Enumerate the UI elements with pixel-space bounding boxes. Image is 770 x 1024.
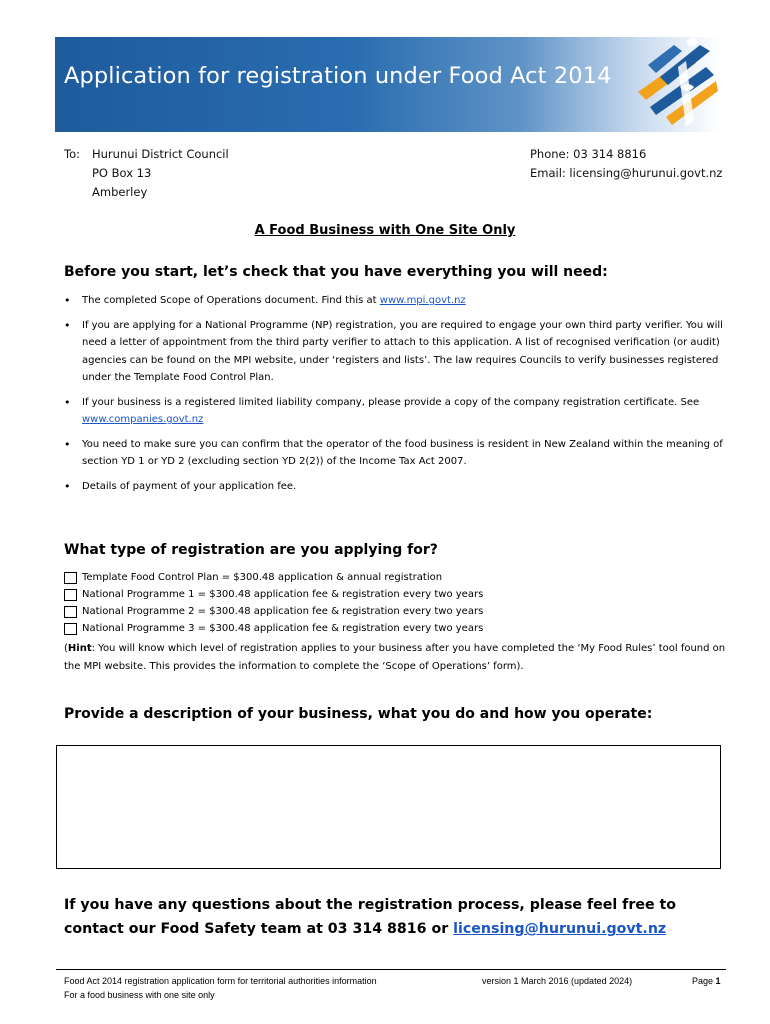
footer-info: Food Act 2014 registration application form for territorial authorities information For a food business with one site only — [64, 976, 377, 1000]
form-subtitle: A Food Business with One Site Only — [254, 223, 516, 238]
checkbox[interactable] — [64, 572, 77, 584]
checkbox[interactable] — [64, 589, 77, 601]
email-address: Email: licensing@hurunui.govt.nz — [530, 166, 723, 180]
option-np1: National Programme 1 = $300.48 application fee & registration every two years — [64, 586, 483, 603]
footer-divider — [56, 969, 726, 970]
address-line: Hurunui District Council — [92, 147, 229, 161]
checkbox[interactable] — [64, 606, 77, 618]
closing-note: If you have any questions about the registration process, please feel free to contact our Food Safety team at 03 314 8816 or licensing@hurunui.govt.nz — [64, 897, 677, 937]
option-np2: National Programme 2 = $300.48 application fee & registration every two years — [64, 603, 483, 620]
description-heading: Provide a description of your business, what you do and how you operate: — [64, 706, 653, 722]
address-line: Amberley — [92, 185, 148, 199]
companies-link[interactable]: www.companies.govt.nz — [82, 414, 204, 425]
list-item: • The completed Scope of Operations document. Find this at www.mpi.govt.nz — [64, 292, 724, 310]
recipient-address — [92, 145, 229, 202]
licensing-email-link[interactable]: licensing@hurunui.govt.nz — [453, 921, 667, 937]
list-item: • Details of payment of your application fee. — [64, 478, 724, 496]
list-item: • You need to make sure you can confirm that the operator of the food business is resident in New Zealand within the meaning of section YD 1 or YD 2 (excluding section YD 2(2)) of the Income Tax Act 2007. — [64, 436, 724, 471]
footer-version: version 1 March 2016 (updated 2024) — [482, 976, 633, 986]
list-item: • If you are applying for a National Programme (NP) registration, you are required to engage your own third party verifier. You will need a letter of appointment from the third party verifier to attach to this application. A list of recognised verification (or audit) agencies can be found on the MPI website, under ‘registers and lists’. The law requires Councils to verify businesses registered under the Template Food Control Plan. — [64, 317, 724, 387]
checkbox[interactable] — [64, 623, 77, 635]
contact-details — [530, 145, 722, 183]
business-description-field[interactable] — [56, 745, 721, 869]
mpi-link[interactable]: www.mpi.govt.nz — [379, 295, 466, 306]
option-np3: National Programme 3 = $300.48 application fee & registration every two years — [64, 620, 483, 637]
checklist — [64, 292, 724, 502]
registration-heading: What type of registration are you applying for? — [64, 542, 438, 558]
phone-number: Phone: 03 314 8816 — [530, 147, 647, 161]
hint-text: (Hint: You will know which level of registration applies to your business after you have completed the ‘My Food Rules’ tool found on the MPI website. This provides the information to complete the ‘Scope of Operations’ form). — [64, 643, 726, 672]
address-line: PO Box 13 — [92, 166, 152, 180]
list-item: • If your business is a registered limited liability company, please provide a copy of the company registration certificate. See www.companies.govt.nz — [64, 394, 724, 429]
page-title: Application for registration under Food Act 2014 — [64, 63, 612, 89]
page-number: Page 1 — [692, 976, 721, 986]
registration-options — [64, 569, 483, 637]
option-template-fcp: Template Food Control Plan = $300.48 application & annual registration — [64, 569, 483, 586]
checklist-heading: Before you start, let’s check that you have everything you will need: — [64, 264, 608, 280]
to-label: To: — [64, 147, 80, 161]
hurunui-district-logo-icon — [630, 37, 720, 132]
header-banner — [55, 37, 720, 132]
